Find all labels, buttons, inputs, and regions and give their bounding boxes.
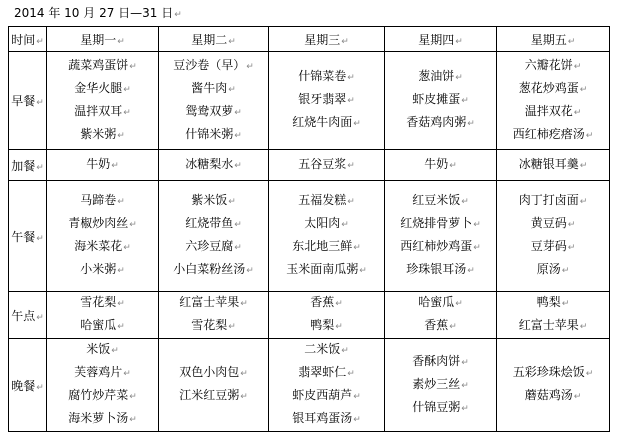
dish-item	[412, 351, 469, 374]
dish-item	[310, 292, 343, 315]
dish-item	[185, 236, 242, 259]
paragraph-mark-icon: ↵	[174, 10, 182, 20]
dish-item	[531, 236, 576, 259]
paragraph-mark-icon: ↵	[123, 107, 131, 118]
paragraph-mark-icon: ↵	[240, 392, 248, 402]
menu-cell	[159, 52, 269, 150]
dish-item	[74, 78, 131, 101]
dish-name: 小白菜粉丝汤	[173, 262, 246, 276]
dish-item	[406, 112, 475, 135]
paragraph-mark-icon: ↵	[341, 220, 349, 230]
dish-item	[519, 315, 588, 338]
dish-item	[531, 213, 576, 236]
dish-name: 红烧排骨萝卜	[400, 216, 473, 230]
paragraph-mark-icon: ↵	[347, 369, 355, 379]
paragraph-mark-icon: ↵	[240, 369, 248, 379]
paragraph-mark-icon: ↵	[117, 266, 125, 276]
meal-row	[9, 181, 610, 292]
menu-cell	[159, 339, 269, 432]
paragraph-mark-icon: ↵	[347, 197, 355, 207]
paragraph-mark-icon: ↵	[234, 243, 242, 253]
menu-cell	[497, 150, 610, 181]
dish-name: 海米菜花	[74, 239, 123, 253]
dish-name: 青椒炒肉丝	[68, 216, 129, 230]
menu-cell	[159, 150, 269, 181]
paragraph-mark-icon: ↵	[228, 84, 236, 95]
dish-list	[269, 339, 384, 431]
dish-name: 小米粥	[80, 262, 117, 276]
dish-item	[185, 213, 242, 236]
paragraph-mark-icon: ↵	[573, 107, 582, 118]
dish-name: 肉丁打卤面	[518, 193, 579, 207]
paragraph-mark-icon: ↵	[117, 299, 125, 309]
dish-name: 虾皮西葫芦	[292, 388, 353, 402]
dish-name: 玉米面南瓜粥	[286, 262, 359, 276]
dish-item	[424, 315, 457, 338]
dish-item	[412, 374, 469, 397]
dish-item	[179, 362, 248, 385]
paragraph-mark-icon: ↵	[473, 243, 481, 253]
paragraph-mark-icon: ↵	[36, 233, 44, 244]
paragraph-mark-icon: ↵	[467, 266, 475, 276]
dish-name: 翡翠虾仁	[298, 365, 347, 379]
dish-name: 香蕉	[310, 295, 335, 309]
menu-cell	[269, 339, 385, 432]
menu-cell	[497, 339, 610, 432]
dish-name: 豆沙卷（早）	[173, 57, 246, 72]
paragraph-mark-icon: ↵	[117, 36, 125, 47]
dish-name: 太阳肉	[304, 216, 341, 230]
dish-name: 温拌双花	[524, 103, 573, 118]
dish-item	[418, 66, 463, 89]
paragraph-mark-icon: ↵	[585, 130, 594, 141]
dish-name: 豆芽码	[530, 239, 567, 253]
dish-item	[412, 89, 469, 112]
dish-item	[298, 154, 355, 177]
date-range	[14, 5, 182, 23]
dish-item	[298, 190, 355, 213]
dish-item	[292, 112, 361, 135]
paragraph-mark-icon: ↵	[467, 119, 475, 129]
dish-item	[525, 101, 582, 124]
dish-item	[424, 154, 457, 177]
menu-cell	[385, 339, 497, 432]
menu-cell	[269, 292, 385, 339]
paragraph-mark-icon: ↵	[473, 220, 481, 230]
dish-item	[68, 408, 137, 431]
header-label: 星期四	[418, 32, 455, 47]
dish-item	[74, 101, 131, 124]
dish-item	[80, 315, 125, 338]
meal-label-text: 晚餐	[11, 378, 36, 393]
dish-item	[80, 259, 125, 282]
dish-name: 葱油饼	[418, 69, 455, 83]
dish-item	[519, 154, 588, 177]
paragraph-mark-icon: ↵	[246, 266, 254, 276]
dish-name: 金华火腿	[74, 80, 123, 95]
paragraph-mark-icon: ↵	[36, 162, 44, 173]
paragraph-mark-icon: ↵	[129, 415, 137, 425]
dish-name: 什锦菜卷	[298, 69, 347, 83]
meal-row	[9, 292, 610, 339]
paragraph-mark-icon: ↵	[579, 84, 588, 95]
header-label: 星期五	[530, 32, 567, 47]
menu-cell	[269, 150, 385, 181]
menu-cell	[385, 52, 497, 150]
dish-name: 西红柿炒鸡蛋	[400, 239, 473, 253]
dish-item	[292, 236, 361, 259]
paragraph-mark-icon: ↵	[117, 322, 125, 332]
date-range-text: 2014 年 10 月 27 日—31 日	[14, 6, 174, 20]
paragraph-mark-icon: ↵	[461, 96, 469, 106]
dish-item	[412, 190, 469, 213]
dish-name: 五福发糕	[298, 193, 347, 207]
dish-item	[525, 55, 582, 78]
header-label: 星期三	[304, 32, 341, 47]
dish-list	[159, 55, 268, 147]
paragraph-mark-icon: ↵	[347, 73, 355, 83]
meal-label	[9, 181, 47, 292]
paragraph-mark-icon: ↵	[353, 415, 361, 425]
dish-name: 紫米饭	[191, 193, 228, 207]
dish-name: 双色小肉包	[179, 365, 240, 379]
menu-cell	[159, 181, 269, 292]
dish-name: 哈蜜瓜	[418, 295, 455, 309]
dish-name: 牛奶	[86, 156, 111, 171]
dish-item	[298, 362, 355, 385]
paragraph-mark-icon: ↵	[359, 266, 367, 276]
paragraph-mark-icon: ↵	[129, 220, 137, 230]
dish-name: 雪花梨	[191, 318, 228, 332]
paragraph-mark-icon: ↵	[36, 36, 44, 47]
paragraph-mark-icon: ↵	[341, 346, 349, 356]
header-label: 时间	[11, 32, 36, 47]
dish-name: 什锦豆粥	[412, 399, 461, 414]
dish-name: 紫米粥	[80, 126, 117, 141]
paragraph-mark-icon: ↵	[573, 392, 582, 402]
dish-name: 香蕉	[424, 318, 449, 332]
paragraph-mark-icon: ↵	[335, 322, 343, 332]
paragraph-mark-icon: ↵	[240, 299, 248, 309]
paragraph-mark-icon: ↵	[455, 73, 463, 83]
dish-list	[47, 154, 158, 177]
dish-item	[191, 190, 236, 213]
dish-name: 西红柿疙瘩汤	[512, 126, 585, 141]
dish-name: 素炒三丝	[412, 376, 461, 391]
dish-item	[310, 315, 343, 338]
dish-item	[173, 259, 254, 282]
paragraph-mark-icon: ↵	[36, 98, 44, 108]
dish-name: 雪花梨	[80, 295, 117, 309]
dish-item	[304, 339, 349, 362]
paragraph-mark-icon: ↵	[117, 130, 125, 141]
header-row	[9, 27, 610, 52]
dish-list	[47, 339, 158, 431]
paragraph-mark-icon: ↵	[111, 346, 119, 356]
dish-name: 什锦米粥	[185, 126, 234, 141]
dish-name: 银耳鸡蛋汤	[292, 411, 353, 425]
paragraph-mark-icon: ↵	[561, 299, 570, 309]
paragraph-mark-icon: ↵	[335, 299, 343, 309]
dish-item	[298, 66, 355, 89]
dish-name: 红烧带鱼	[185, 216, 234, 230]
paragraph-mark-icon: ↵	[461, 403, 469, 414]
dish-item	[400, 236, 481, 259]
menu-cell	[497, 52, 610, 150]
dish-list	[497, 292, 609, 338]
dish-item	[292, 408, 361, 431]
meal-row	[9, 52, 610, 150]
paragraph-mark-icon: ↵	[111, 160, 119, 171]
dish-name: 鸭梨	[310, 318, 335, 332]
paragraph-mark-icon: ↵	[567, 243, 576, 253]
dish-list	[497, 55, 609, 147]
menu-cell	[385, 181, 497, 292]
dish-name: 牛奶	[424, 156, 449, 171]
dish-item	[304, 213, 349, 236]
weekly-menu-table	[8, 26, 610, 432]
paragraph-mark-icon: ↵	[234, 220, 242, 230]
dish-item	[80, 292, 125, 315]
dish-list	[47, 292, 158, 338]
dish-item	[179, 385, 248, 408]
dish-name: 鸭梨	[536, 295, 561, 309]
meal-label	[9, 52, 47, 150]
dish-item	[513, 362, 594, 385]
dish-list	[159, 154, 268, 177]
dish-item	[80, 124, 125, 147]
paragraph-mark-icon: ↵	[567, 220, 576, 230]
dish-name: 六珍豆腐	[185, 239, 234, 253]
dish-item	[179, 292, 248, 315]
dish-list	[159, 190, 268, 282]
dish-name: 哈蜜瓜	[80, 318, 117, 332]
paragraph-mark-icon: ↵	[117, 197, 125, 207]
dish-name: 酱牛肉	[191, 80, 228, 95]
dish-name: 海米萝卜汤	[68, 411, 129, 425]
dish-name: 红富士苹果	[179, 295, 240, 309]
dish-name: 冰糖银耳羹	[518, 156, 579, 171]
paragraph-mark-icon: ↵	[353, 392, 361, 402]
meal-label-text: 午点	[11, 308, 36, 323]
dish-name: 红烧牛肉面	[292, 115, 353, 129]
dish-name: 蔬菜鸡蛋饼	[68, 57, 129, 72]
paragraph-mark-icon: ↵	[567, 36, 576, 47]
paragraph-mark-icon: ↵	[228, 322, 236, 332]
dish-list	[497, 154, 609, 177]
paragraph-mark-icon: ↵	[228, 36, 236, 47]
dish-item	[406, 259, 475, 282]
dish-list	[385, 292, 496, 338]
paragraph-mark-icon: ↵	[246, 61, 254, 72]
meal-label-text: 午餐	[11, 229, 36, 244]
meal-label	[9, 292, 47, 339]
header-time	[9, 27, 47, 52]
dish-name: 香酥肉饼	[412, 353, 461, 368]
dish-item	[298, 89, 355, 112]
paragraph-mark-icon: ↵	[234, 107, 242, 118]
menu-cell	[497, 181, 610, 292]
dish-list	[47, 190, 158, 282]
paragraph-mark-icon: ↵	[579, 197, 588, 207]
dish-name: 黄豆码	[530, 216, 567, 230]
dish-item	[74, 362, 131, 385]
paragraph-mark-icon: ↵	[228, 197, 236, 207]
dish-name: 米饭	[86, 342, 111, 356]
header-day	[497, 27, 610, 52]
dish-item	[68, 385, 137, 408]
paragraph-mark-icon: ↵	[129, 392, 137, 402]
paragraph-mark-icon: ↵	[123, 369, 131, 379]
dish-item	[173, 55, 254, 78]
paragraph-mark-icon: ↵	[36, 312, 44, 323]
dish-item	[292, 385, 361, 408]
paragraph-mark-icon: ↵	[234, 160, 242, 171]
dish-name: 腐竹炒芹菜	[68, 388, 129, 402]
menu-cell	[159, 292, 269, 339]
dish-name: 银牙翡翠	[298, 92, 347, 106]
meal-label-text: 早餐	[11, 94, 36, 108]
dish-name: 东北地三鲜	[292, 239, 353, 253]
dish-item	[412, 397, 469, 420]
paragraph-mark-icon: ↵	[579, 160, 588, 171]
paragraph-mark-icon: ↵	[449, 160, 457, 171]
dish-item	[191, 315, 236, 338]
header-day	[385, 27, 497, 52]
paragraph-mark-icon: ↵	[36, 382, 44, 393]
menu-cell	[47, 181, 159, 292]
dish-name: 鸳鸯双萝	[185, 103, 234, 118]
paragraph-mark-icon: ↵	[455, 299, 463, 309]
meal-label	[9, 339, 47, 432]
dish-name: 江米红豆粥	[179, 388, 240, 402]
dish-list	[159, 362, 268, 408]
menu-cell	[47, 292, 159, 339]
dish-item	[286, 259, 367, 282]
dish-list	[159, 292, 268, 338]
dish-list	[385, 351, 496, 420]
paragraph-mark-icon: ↵	[347, 96, 355, 106]
header-label: 星期二	[191, 32, 228, 47]
header-day	[159, 27, 269, 52]
dish-name: 红豆米饭	[412, 193, 461, 207]
paragraph-mark-icon: ↵	[449, 322, 457, 332]
dish-name: 温拌双耳	[74, 103, 123, 118]
paragraph-mark-icon: ↵	[347, 160, 355, 171]
dish-name: 五彩珍珠烩饭	[512, 365, 585, 379]
dish-list	[385, 66, 496, 135]
paragraph-mark-icon: ↵	[561, 266, 570, 276]
dish-item	[537, 292, 570, 315]
dish-name: 蘑菇鸡汤	[524, 388, 573, 402]
dish-item	[513, 124, 594, 147]
menu-cell	[497, 292, 610, 339]
dish-name: 虾皮摊蛋	[412, 92, 461, 106]
paragraph-mark-icon: ↵	[123, 84, 131, 95]
dish-list	[269, 292, 384, 338]
menu-cell	[269, 181, 385, 292]
dish-name: 冰糖梨水	[185, 156, 234, 171]
dish-item	[191, 78, 236, 101]
dish-name: 红富士苹果	[518, 318, 579, 332]
meal-row	[9, 339, 610, 432]
paragraph-mark-icon: ↵	[123, 243, 131, 253]
dish-item	[185, 154, 242, 177]
header-day	[269, 27, 385, 52]
paragraph-mark-icon: ↵	[579, 322, 588, 332]
dish-list	[497, 362, 609, 408]
dish-item	[519, 78, 588, 101]
menu-cell	[47, 52, 159, 150]
dish-list	[385, 190, 496, 282]
menu-cell	[385, 150, 497, 181]
meal-row	[9, 150, 610, 181]
dish-name: 葱花炒鸡蛋	[518, 80, 579, 95]
meal-label-text: 加餐	[11, 158, 36, 173]
paragraph-mark-icon: ↵	[461, 357, 469, 368]
paragraph-mark-icon: ↵	[573, 61, 582, 72]
dish-name: 二米饭	[304, 342, 341, 356]
dish-item	[537, 259, 570, 282]
paragraph-mark-icon: ↵	[129, 61, 137, 72]
dish-item	[68, 213, 137, 236]
dish-list	[269, 154, 384, 177]
dish-name: 香菇鸡肉粥	[406, 115, 467, 129]
dish-item	[80, 190, 125, 213]
dish-name: 芙蓉鸡片	[74, 365, 123, 379]
menu-cell	[47, 150, 159, 181]
header-day	[47, 27, 159, 52]
dish-item	[519, 190, 588, 213]
paragraph-mark-icon: ↵	[461, 197, 469, 207]
dish-list	[385, 154, 496, 177]
menu-cell	[47, 339, 159, 432]
dish-name: 马蹄卷	[80, 193, 117, 207]
paragraph-mark-icon: ↵	[353, 119, 361, 129]
dish-item	[400, 213, 481, 236]
dish-name: 珍珠银耳汤	[406, 262, 467, 276]
dish-item	[86, 154, 119, 177]
paragraph-mark-icon: ↵	[461, 380, 469, 391]
dish-item	[68, 55, 137, 78]
dish-item	[418, 292, 463, 315]
dish-list	[47, 55, 158, 147]
paragraph-mark-icon: ↵	[341, 36, 349, 47]
menu-cell	[385, 292, 497, 339]
meal-label	[9, 150, 47, 181]
dish-item	[74, 236, 131, 259]
paragraph-mark-icon: ↵	[455, 36, 463, 47]
dish-list	[269, 190, 384, 282]
paragraph-mark-icon: ↵	[234, 130, 242, 141]
dish-name: 原汤	[536, 262, 561, 276]
menu-body	[9, 52, 610, 432]
dish-item	[185, 101, 242, 124]
paragraph-mark-icon: ↵	[585, 369, 594, 379]
dish-item	[86, 339, 119, 362]
dish-item	[525, 385, 582, 408]
menu-cell	[269, 52, 385, 150]
dish-list	[269, 66, 384, 135]
paragraph-mark-icon: ↵	[353, 243, 361, 253]
dish-item	[185, 124, 242, 147]
dish-name: 五谷豆浆	[298, 156, 347, 171]
dish-list	[497, 190, 609, 282]
dish-name: 六瓣花饼	[524, 57, 573, 72]
header-label: 星期一	[80, 32, 117, 47]
